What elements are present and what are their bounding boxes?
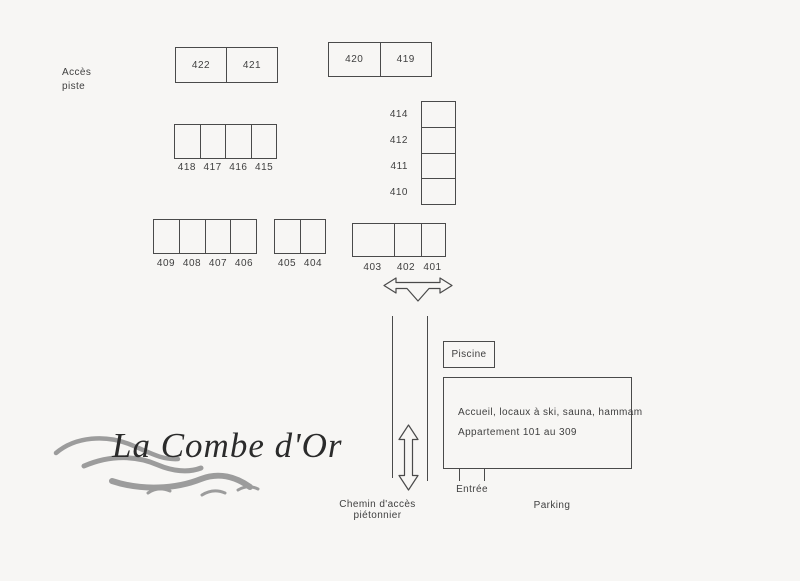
unit-402-label: 402 — [396, 262, 416, 273]
unit-410-cell — [422, 179, 455, 204]
unit-417-cell — [201, 125, 227, 158]
main-building-line2: Appartement 101 au 309 — [458, 427, 577, 438]
unit-402-cell — [395, 224, 422, 256]
unit-414-label: 414 — [389, 108, 408, 120]
unit-420: 420 — [329, 43, 381, 76]
building-418-415-labels — [174, 162, 277, 173]
acces-piste-line2: piste — [62, 81, 86, 92]
unit-406-label: 406 — [234, 258, 254, 269]
building-409-406 — [153, 219, 257, 254]
unit-415-label: 415 — [255, 162, 274, 173]
vertical-double-arrow-icon — [398, 424, 419, 491]
unit-407-label: 407 — [208, 258, 228, 269]
building-403-401 — [352, 223, 446, 257]
logo-text: La Combe d'Or — [112, 426, 343, 465]
unit-405-label: 405 — [277, 258, 297, 269]
main-building-line1: Accueil, locaux à ski, sauna, hammam — [458, 407, 643, 418]
acces-piste-line1: Accès — [62, 67, 92, 78]
unit-407-cell — [206, 220, 232, 253]
building-422-421 — [175, 47, 278, 83]
unit-411-cell — [422, 154, 455, 180]
unit-409-label: 409 — [156, 258, 176, 269]
building-414-410 — [421, 101, 456, 205]
unit-401-cell — [422, 224, 447, 256]
piscine-box — [443, 341, 495, 368]
unit-415-cell — [252, 125, 277, 158]
unit-410-label: 410 — [389, 186, 408, 198]
unit-411-label: 411 — [390, 160, 408, 172]
unit-416-label: 416 — [229, 162, 248, 173]
unit-403-label: 403 — [363, 262, 382, 273]
main-building-text — [458, 403, 642, 443]
building-403-401-labels — [352, 262, 446, 273]
parking-label: Parking — [533, 500, 571, 511]
acces-piste-label — [62, 66, 91, 94]
piscine-label: Piscine — [451, 349, 487, 360]
unit-422: 422 — [176, 48, 227, 82]
unit-421: 421 — [242, 59, 262, 71]
unit-409-cell — [154, 220, 180, 253]
building-418-415 — [174, 124, 277, 159]
building-405-404 — [274, 219, 326, 254]
building-409-406-labels — [153, 258, 257, 269]
building-405-404-labels — [274, 258, 326, 269]
unit-417-label: 417 — [203, 162, 222, 173]
entree-tick-left — [459, 469, 460, 481]
unit-412-cell — [422, 128, 455, 154]
unit-405-cell — [275, 220, 301, 253]
unit-404-label: 404 — [303, 258, 323, 269]
chemin-label: Chemin d'accès piétonnier — [339, 499, 416, 521]
building-414-410-labels — [378, 101, 408, 205]
unit-406-cell — [231, 220, 256, 253]
entree-tick-right — [484, 469, 485, 481]
unit-408-label: 408 — [182, 258, 202, 269]
unit-401-label: 401 — [423, 262, 442, 273]
building-420-419 — [328, 42, 432, 77]
unit-418-label: 418 — [177, 162, 196, 173]
three-way-arrow-icon — [383, 277, 453, 303]
footpath-line-right — [427, 316, 428, 481]
unit-408-cell — [180, 220, 206, 253]
unit-418-cell — [175, 125, 201, 158]
unit-403-cell — [353, 224, 395, 256]
unit-412-label: 412 — [389, 134, 408, 146]
unit-416-cell — [226, 125, 252, 158]
unit-414-cell — [422, 102, 455, 128]
unit-419: 419 — [396, 54, 415, 65]
entree-label: Entrée — [456, 484, 488, 495]
unit-404-cell — [301, 220, 326, 253]
footpath-line-left — [392, 316, 393, 478]
